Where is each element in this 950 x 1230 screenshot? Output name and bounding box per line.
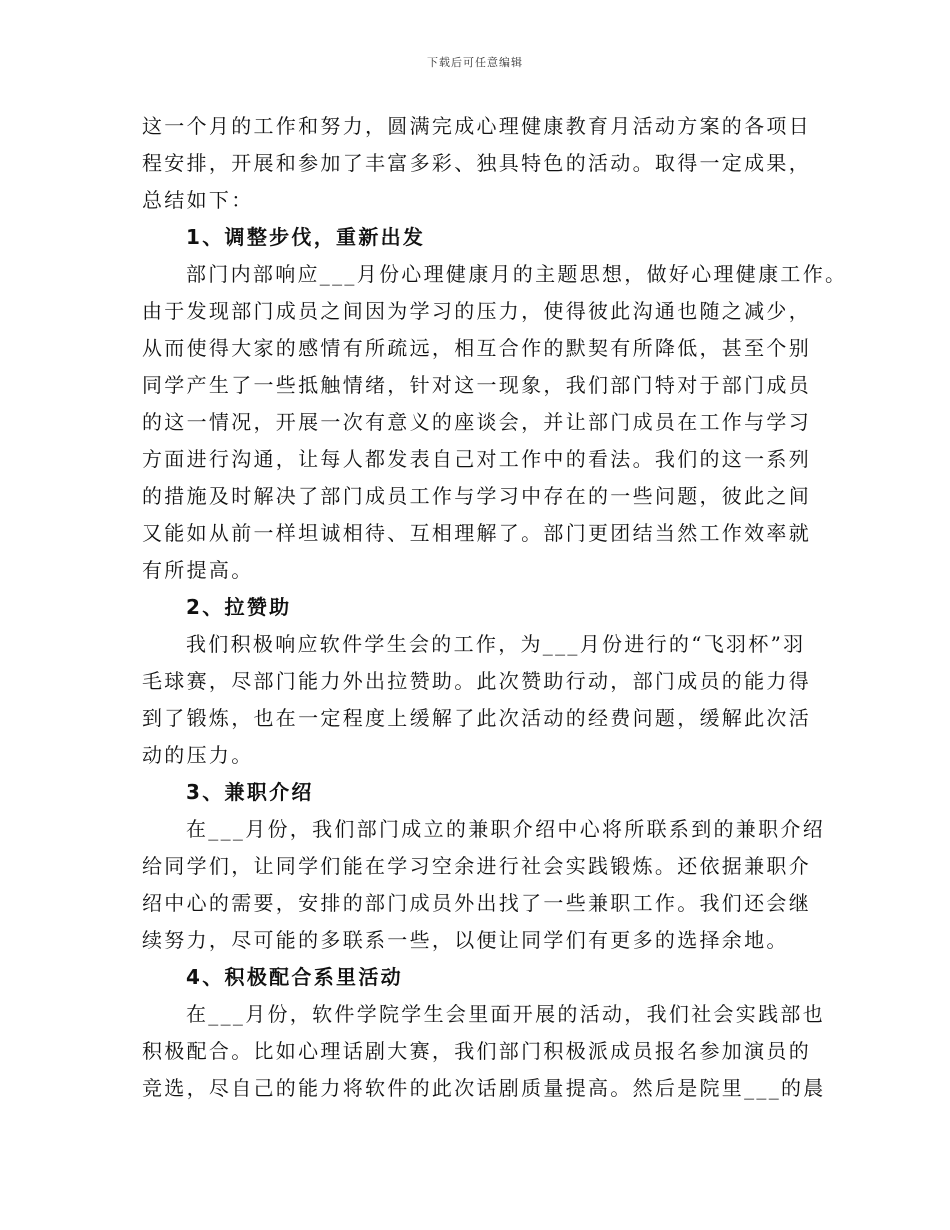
paragraph-line: 给同学们，让同学们能在学习空余进行社会实践锻炼。还依据兼职介 [142,854,811,878]
paragraph-line: 有所提高。 [142,558,254,582]
paragraph-line: 到了锻炼，也在一定程度上缓解了此次活动的经费问题，缓解此次活 [142,706,811,730]
paragraph-line: 绍中心的需要，安排的部门成员外出找了一些兼职工作。我们还会继 [142,891,811,915]
section-heading: 1、调整步伐，重新出发 [186,225,426,249]
paragraph-line: 在___月份，软件学院学生会里面开展的活动，我们社会实践部也 [186,1002,825,1026]
paragraph-line: 同学产生了一些抵触情绪，针对这一现象，我们部门特对于部门成员 [142,373,811,397]
paragraph-line: 程安排，开展和参加了丰富多彩、独具特色的活动。取得一定成果， [142,151,811,175]
paragraph-line: 的这一情况，开展一次有意义的座谈会，并让部门成员在工作与学习 [142,410,811,434]
paragraph-line: 我们积极响应软件学生会的工作，为___月份进行的“飞羽杯”羽 [186,632,806,656]
page-header: 下载后可任意编辑 [427,56,523,69]
paragraph-line: 续努力，尽可能的多联系一些，以便让同学们有更多的选择余地。 [142,928,789,952]
paragraph-line: 从而使得大家的感情有所疏远，相互合作的默契有所降低，甚至个别 [142,336,811,360]
paragraph-line: 这一个月的工作和努力，圆满完成心理健康教育月活动方案的各项日 [142,114,811,138]
paragraph-line: 毛球赛，尽部门能力外出拉赞助。此次赞助行动，部门成员的能力得 [142,669,811,693]
paragraph-line: 总结如下： [142,188,254,212]
section-heading: 2、拉赞助 [186,595,292,619]
paragraph-line: 在___月份，我们部门成立的兼职介绍中心将所联系到的兼职介绍 [186,817,825,841]
section-heading: 4、积极配合系里活动 [186,965,403,989]
paragraph-line: 又能如从前一样坦诚相待、互相理解了。部门更团结当然工作效率就 [142,521,811,545]
paragraph-line: 由于发现部门成员之间因为学习的压力，使得彼此沟通也随之减少， [142,299,811,323]
section-heading: 3、兼职介绍 [186,780,314,804]
paragraph-line: 动的压力。 [142,743,254,767]
paragraph-line: 部门内部响应___月份心理健康月的主题思想，做好心理健康工作。 [186,262,848,286]
paragraph-line: 的措施及时解决了部门成员工作与学习中存在的一些问题，彼此之间 [142,484,811,508]
paragraph-line: 方面进行沟通，让每人都发表自己对工作中的看法。我们的这一系列 [142,447,811,471]
document-body [142,108,848,1107]
paragraph-line: 积极配合。比如心理话剧大赛，我们部门积极派成员报名参加演员的 [142,1039,811,1063]
paragraph-line: 竞选，尽自己的能力将软件的此次话剧质量提高。然后是院里___的晨 [142,1076,826,1100]
